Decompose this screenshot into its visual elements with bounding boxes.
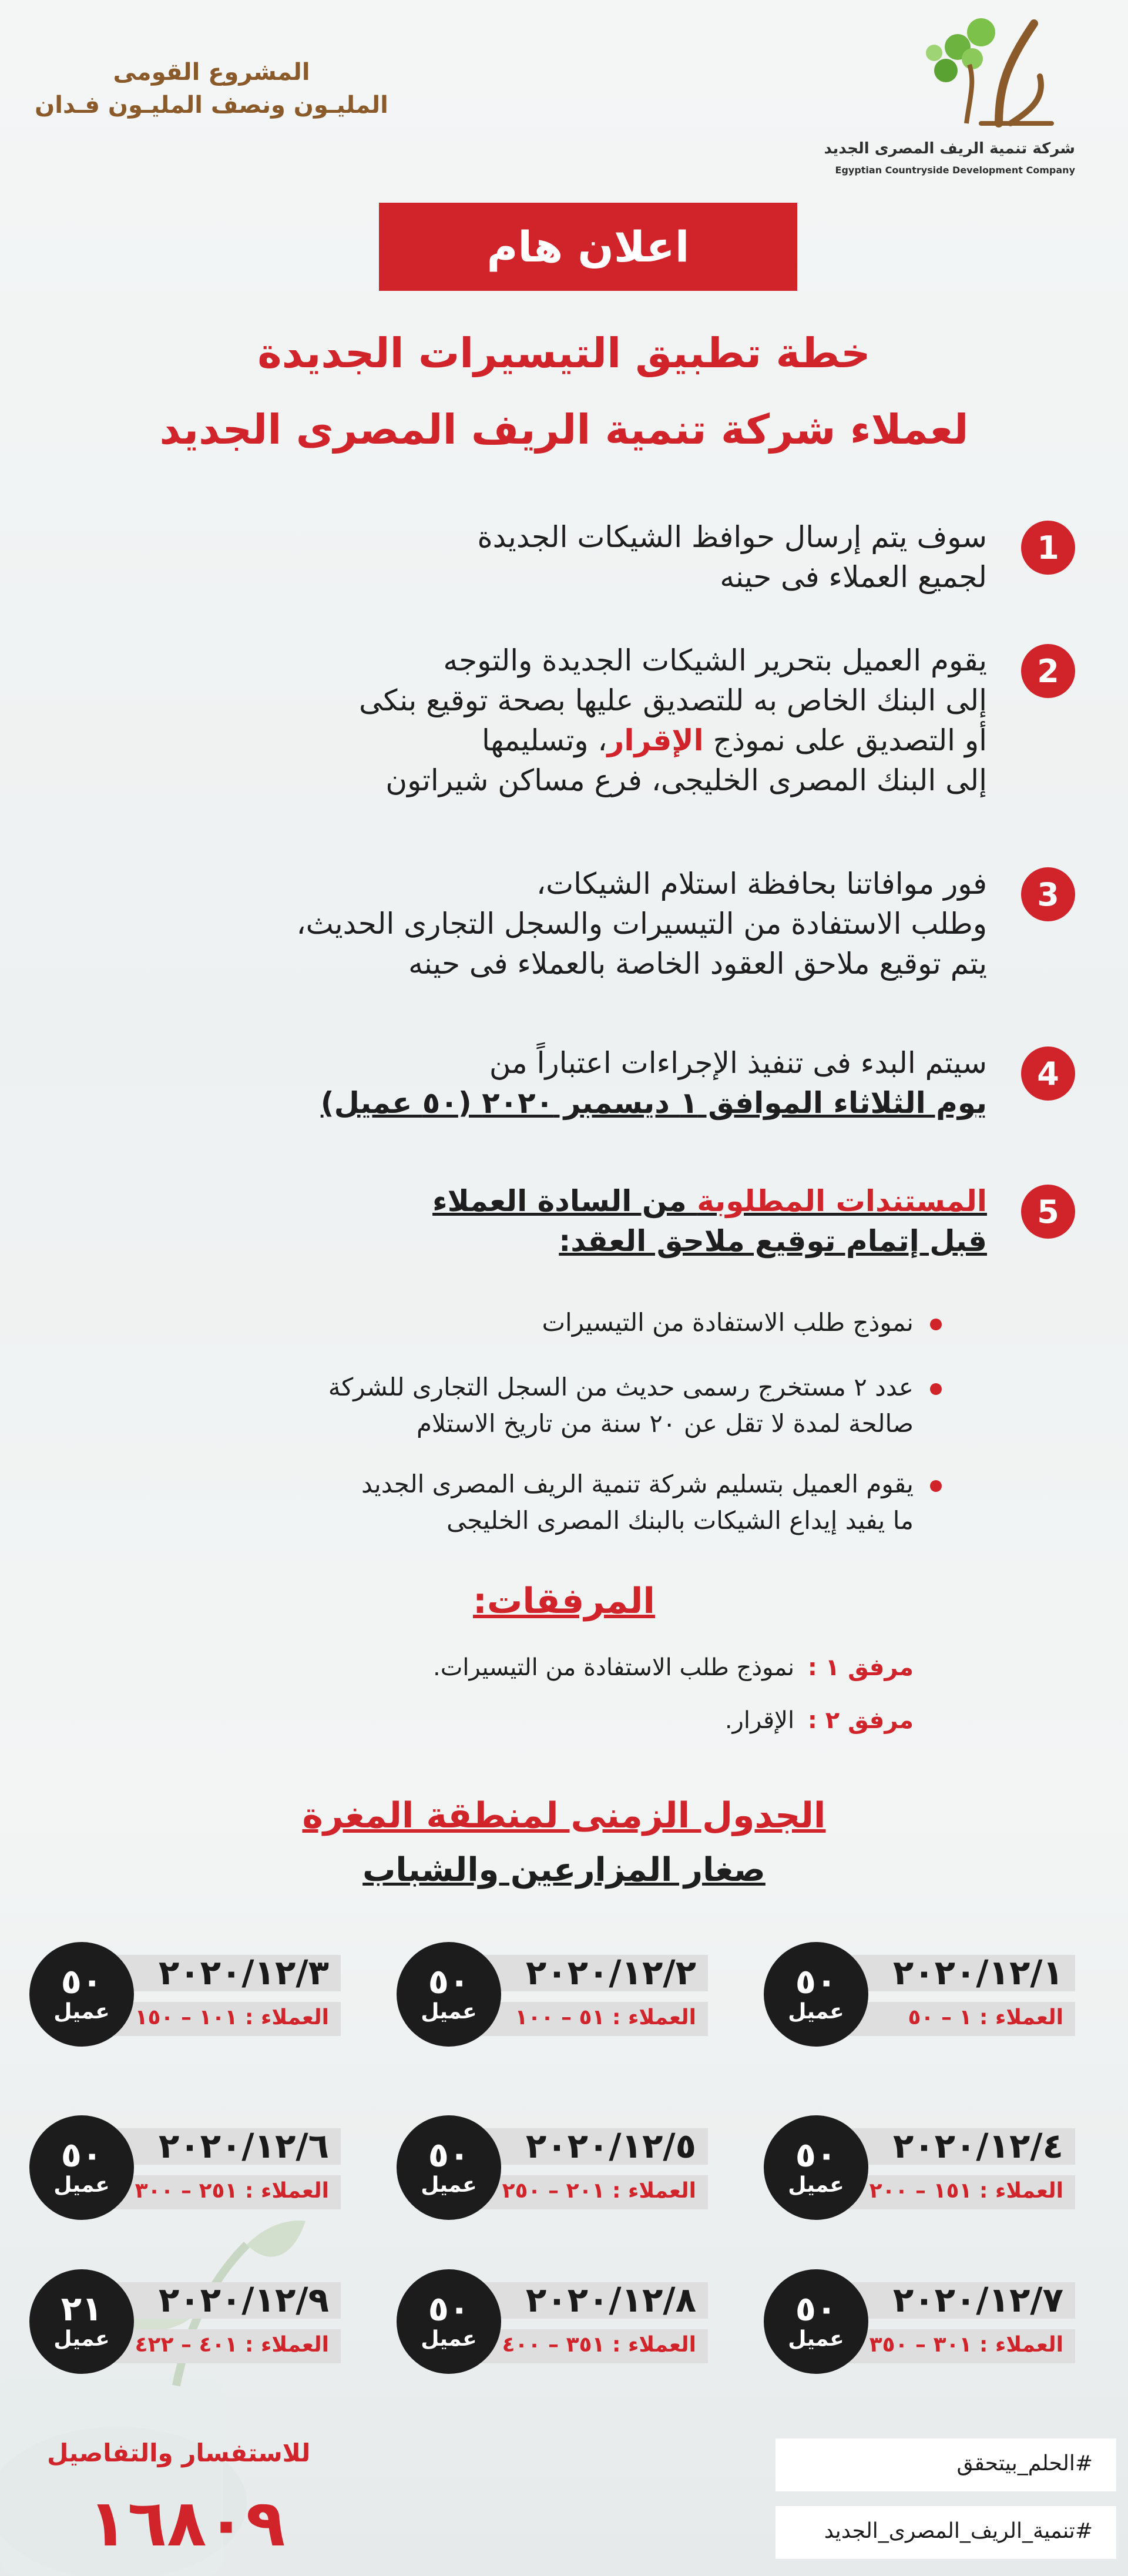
national-project-label <box>24 59 400 119</box>
bullet-line: نموذج طلب الاستفادة من التيسيرات <box>542 1308 914 1337</box>
step-2-line-2: إلى البنك الخاص به للتصديق عليها بصحة توقيع بنكى <box>358 683 987 717</box>
client-count: ٥٠ <box>795 2135 837 2175</box>
client-range: العملاء : ٢٠١ – ٢٥٠ <box>502 2179 696 2203</box>
client-unit: عميل <box>788 2173 844 2197</box>
client-unit: عميل <box>421 2327 477 2351</box>
step-2-text <box>359 640 987 800</box>
schedule-date: ٢٠٢٠/١٢/٨ <box>525 2280 696 2320</box>
client-range: العملاء : ٣٥١ – ٤٠٠ <box>502 2333 696 2357</box>
bullet-dot-icon <box>930 1319 942 1330</box>
step-number-badge: 4 <box>1021 1046 1075 1101</box>
company-name-ar: شركة تنمية الريف المصرى الجديد <box>824 140 1075 157</box>
step-4-line-1: سيتم البدء فى تنفيذ الإجراءات اعتباراً من <box>489 1046 987 1080</box>
schedule-card <box>764 2115 1093 2221</box>
main-title: خطة تطبيق التيسيرات الجديدة <box>257 329 871 377</box>
bullet-line: صالحة لمدة لا تقل عن ٢٠ سنة من تاريخ الاستلام <box>417 1409 914 1438</box>
client-count: ٥٠ <box>795 2289 837 2329</box>
step-2-line-1: يقوم العميل بتحرير الشيكات الجديدة والتوجه <box>443 643 987 677</box>
client-range: العملاء : ٢٥١ – ٣٠٠ <box>135 2179 329 2203</box>
client-unit: عميل <box>788 2327 844 2351</box>
company-name-en: Egyptian Countryside Development Company <box>835 165 1075 176</box>
client-count: ٢١ <box>61 2289 103 2329</box>
client-count: ٥٠ <box>428 1961 470 2001</box>
step-2-line-3-pre: أو التصديق على نموذج <box>713 723 987 757</box>
step-5-text <box>432 1181 987 1261</box>
bullet-item <box>542 1304 914 1341</box>
client-count-badge <box>397 2269 501 2374</box>
client-unit: عميل <box>421 2000 477 2024</box>
client-unit: عميل <box>53 2000 110 2024</box>
client-range: العملاء : ٤٠١ – ٤٢٢ <box>135 2333 329 2357</box>
attachment-item <box>725 1707 914 1734</box>
client-unit: عميل <box>53 2327 110 2351</box>
timeline-subtitle: صغار المزارعين والشباب <box>362 1851 766 1889</box>
bullet-line: عدد ٢ مستخرج رسمى حديث من السجل التجارى للشركة <box>328 1373 914 1401</box>
schedule-card <box>397 2115 726 2221</box>
client-count-badge <box>764 2269 868 2374</box>
bullet-line: يقوم العميل بتسليم شركة تنمية الريف المصرى الجديد <box>361 1470 914 1498</box>
step-1-text <box>477 517 987 597</box>
step-3-line-1: فور موافاتنا بحافظة استلام الشيكات، <box>536 867 987 901</box>
step-5-line-1 <box>432 1181 987 1221</box>
schedule-date: ٢٠٢٠/١٢/٤ <box>892 2126 1063 2166</box>
schedule-date: ٢٠٢٠/١٢/٢ <box>525 1953 696 1993</box>
client-count: ٥٠ <box>428 2289 470 2329</box>
step-4-start-date: يوم الثلاثاء الموافق ١ ديسمبر ٢٠٢٠ (٥٠ عميل) <box>320 1086 987 1120</box>
client-count: ٥٠ <box>61 2135 103 2175</box>
hashtag-box <box>776 2506 1116 2559</box>
hashtag-company[interactable]: #تنمية_الريف_المصرى_الجديد <box>824 2519 1093 2543</box>
client-unit: عميل <box>788 2000 844 2024</box>
schedule-date: ٢٠٢٠/١٢/٦ <box>158 2126 329 2166</box>
project-line1: المشروع القومى <box>113 59 310 86</box>
step-3-line-2: وطلب الاستفادة من التيسيرات والسجل التجارى الحديث، <box>296 907 987 941</box>
tree-logo-icon <box>911 12 1063 129</box>
bullet-dot-icon <box>930 1480 942 1492</box>
step-2-line-3 <box>359 720 987 760</box>
hashtag-box <box>776 2439 1116 2491</box>
important-announcement-badge: اعلان هام <box>379 203 797 291</box>
client-count-badge <box>29 1942 134 2047</box>
attachment-item <box>433 1654 914 1681</box>
schedule-card <box>397 2269 726 2375</box>
step-3-line-3: يتم توقيع ملاحق العقود الخاصة بالعملاء فى حينه <box>408 947 987 981</box>
client-count: ٥٠ <box>61 1961 103 2001</box>
acknowledgement-highlight: الإقرار <box>607 723 704 757</box>
client-count-badge <box>29 2269 134 2374</box>
attachments-title: المرفقات: <box>473 1581 655 1622</box>
attachment-text: الإقرار. <box>724 1707 795 1734</box>
schedule-card <box>764 1942 1093 2048</box>
hashtag-dream[interactable]: #الحلم_بيتحقق <box>956 2451 1093 2476</box>
client-count-badge <box>397 1942 501 2047</box>
attachment-label: مرفق ١ : <box>807 1654 914 1681</box>
client-count-badge <box>764 2115 868 2220</box>
project-line2: المليـون ونصف المليـون فـدان <box>35 92 388 119</box>
schedule-card <box>397 1942 726 2048</box>
schedule-card <box>764 2269 1093 2375</box>
step-number-badge: 3 <box>1021 867 1075 921</box>
step-3-text <box>296 864 987 984</box>
bullet-item <box>328 1369 914 1442</box>
required-documents-highlight: المستندات المطلوبة <box>697 1184 987 1218</box>
schedule-date: ٢٠٢٠/١٢/٥ <box>525 2126 696 2166</box>
schedule-date: ٢٠٢٠/١٢/٧ <box>892 2280 1063 2320</box>
step-5-line-2: قبل إتمام توقيع ملاحق العقد: <box>559 1224 987 1258</box>
bullet-dot-icon <box>930 1383 942 1395</box>
client-range: العملاء : ٥١ – ١٠٠ <box>515 2005 696 2030</box>
client-count: ٥٠ <box>795 1961 837 2001</box>
attachment-label: مرفق ٢ : <box>807 1707 914 1734</box>
main-subtitle: لعملاء شركة تنمية الريف المصرى الجديد <box>159 405 969 454</box>
schedule-date: ٢٠٢٠/١٢/٣ <box>158 1953 329 1993</box>
step-5-line-1-rest: من السادة العملاء <box>432 1184 697 1218</box>
schedule-card <box>29 2269 358 2375</box>
company-logo <box>824 12 1099 188</box>
client-count-badge <box>29 2115 134 2220</box>
step-number-badge: 1 <box>1021 521 1075 575</box>
inquiry-label: للاستفسار والتفاصيل <box>47 2439 311 2467</box>
client-range: العملاء : ٣٠١ – ٣٥٠ <box>869 2333 1063 2357</box>
schedule-card <box>29 1942 358 2048</box>
attachment-text: نموذج طلب الاستفادة من التيسيرات. <box>433 1654 795 1681</box>
client-count: ٥٠ <box>428 2135 470 2175</box>
step-number-badge: 5 <box>1021 1185 1075 1239</box>
client-range: العملاء : ١ – ٥٠ <box>908 2005 1063 2030</box>
step-1-line-2: لجميع العملاء فى حينه <box>720 560 987 594</box>
schedule-date: ٢٠٢٠/١٢/٩ <box>158 2280 329 2320</box>
step-number-badge: 2 <box>1021 644 1075 698</box>
step-1-line-1: سوف يتم إرسال حوافظ الشيكات الجديدة <box>477 520 987 554</box>
client-unit: عميل <box>421 2173 477 2197</box>
hotline-number[interactable]: ١٦٨٠٩ <box>88 2486 286 2561</box>
client-count-badge <box>764 1942 868 2047</box>
client-unit: عميل <box>53 2173 110 2197</box>
bullet-line: ما يفيد إيداع الشيكات بالبنك المصرى الخليجى <box>446 1506 914 1535</box>
step-2-line-3-post: ، وتسليمها <box>482 723 607 757</box>
timeline-title: الجدول الزمنى لمنطقة المغرة <box>302 1795 826 1836</box>
schedule-date: ٢٠٢٠/١٢/١ <box>892 1953 1063 1993</box>
schedule-card <box>29 2115 358 2221</box>
step-4-text <box>321 1043 987 1123</box>
bullet-item <box>361 1466 914 1539</box>
client-range: العملاء : ١٠١ – ١٥٠ <box>135 2005 329 2030</box>
step-2-line-4: إلى البنك المصرى الخليجى، فرع مساكن شيراتون <box>385 763 987 797</box>
client-count-badge <box>397 2115 501 2220</box>
client-range: العملاء : ١٥١ – ٢٠٠ <box>869 2179 1063 2203</box>
